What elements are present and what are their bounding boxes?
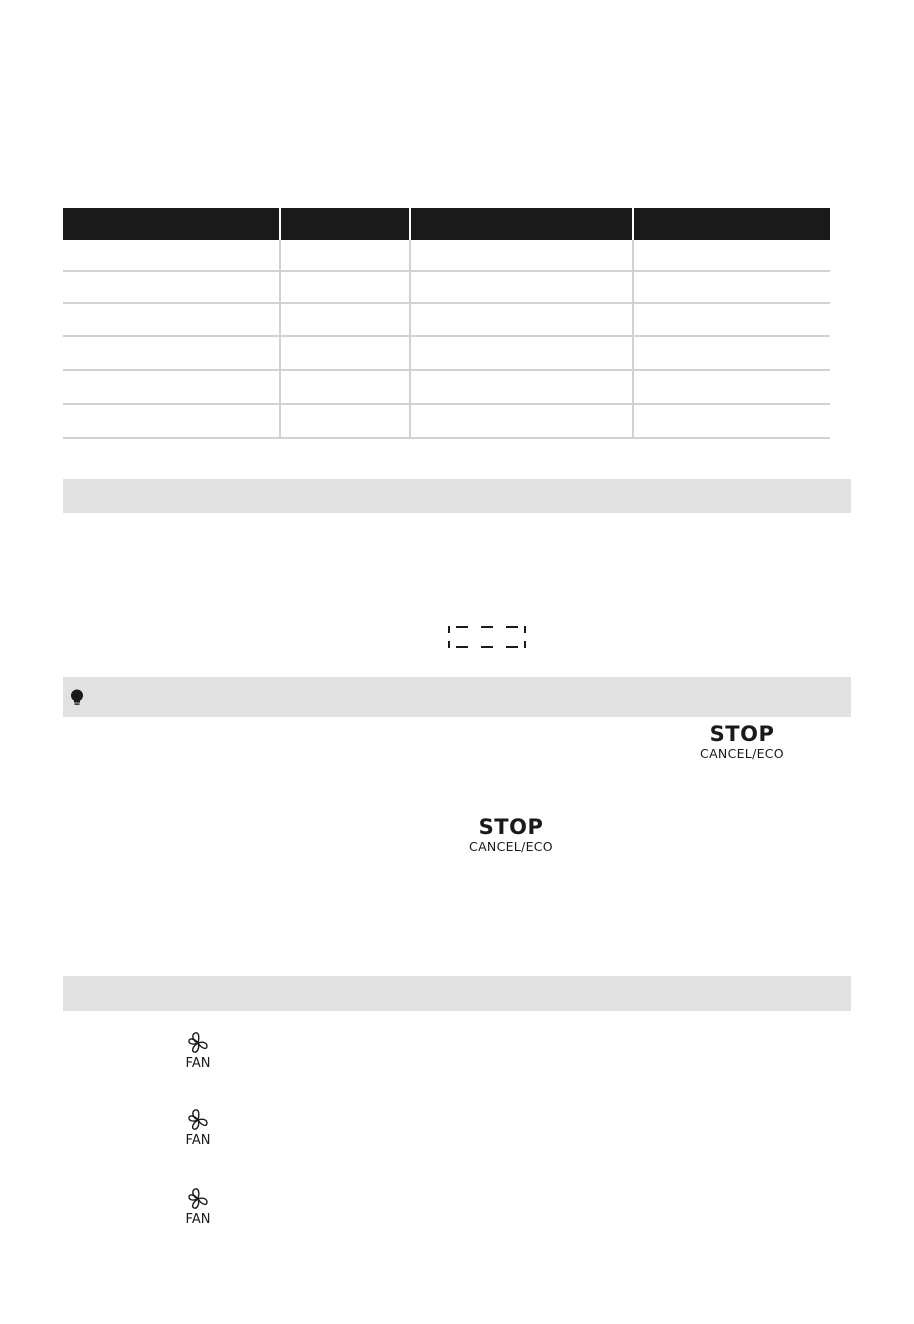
fan-icon — [183, 1186, 213, 1212]
cancel-eco-label: CANCEL/ECO — [469, 839, 553, 854]
lightbulb-icon — [69, 689, 85, 707]
display-dashes — [448, 626, 526, 648]
fan-icon — [183, 1030, 213, 1056]
fan-label: FAN — [185, 1133, 211, 1148]
table-row — [63, 270, 830, 272]
stop-cancel-eco-button[interactable] — [461, 815, 561, 859]
stop-cancel-eco-button[interactable] — [692, 722, 792, 766]
fan-button[interactable] — [178, 1186, 218, 1234]
fan-icon — [183, 1107, 213, 1133]
cancel-eco-label: CANCEL/ECO — [700, 746, 784, 761]
table-row — [63, 302, 830, 304]
fan-button[interactable] — [178, 1030, 218, 1078]
stop-label: STOP — [478, 815, 544, 839]
fan-label: FAN — [185, 1212, 211, 1227]
table-row — [63, 335, 830, 337]
fan-label: FAN — [185, 1056, 211, 1071]
section-header-bar — [63, 479, 851, 513]
section-header-bar — [63, 976, 851, 1011]
table-header — [63, 208, 830, 240]
table-row — [63, 369, 830, 371]
table-row — [63, 437, 830, 439]
table-row — [63, 403, 830, 405]
tip-bar — [63, 677, 851, 717]
stop-label: STOP — [709, 722, 775, 746]
fan-button[interactable] — [178, 1107, 218, 1155]
